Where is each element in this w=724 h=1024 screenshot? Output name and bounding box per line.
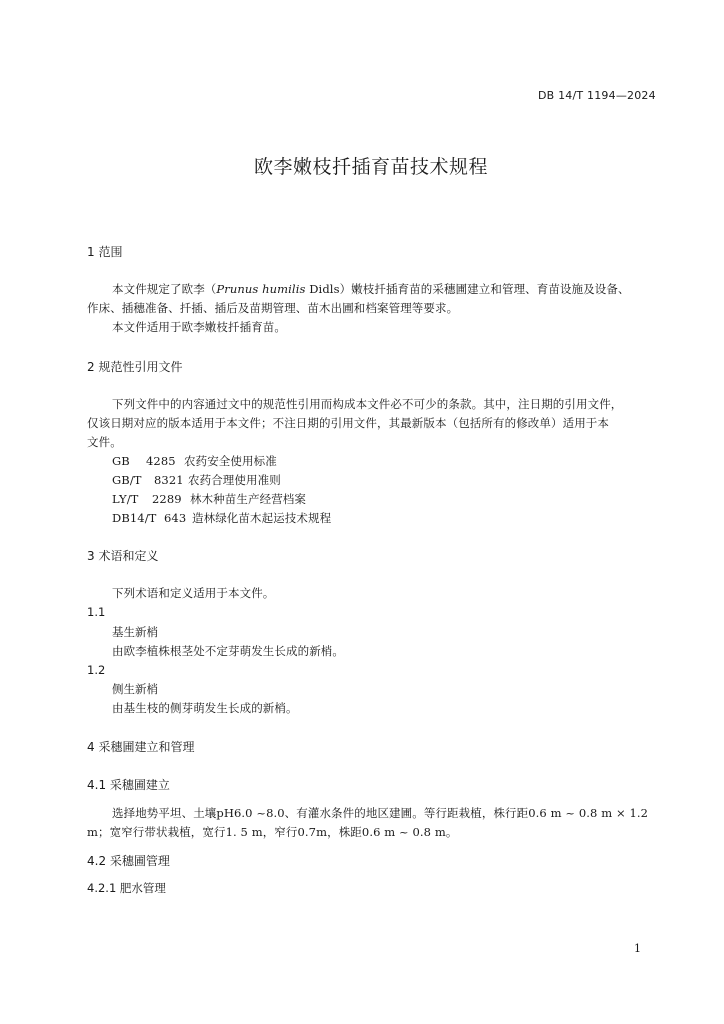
reference-number: 2289: [152, 492, 182, 506]
term-2-definition: 由基生枝的侧芽萌发生长成的新梢。: [112, 701, 298, 715]
term-1-name: 基生新梢: [112, 625, 158, 639]
reference-name: 农药安全使用标准: [184, 454, 277, 468]
reference-item: [112, 453, 277, 469]
reference-number: 4285: [146, 454, 176, 468]
text-fragment: 本文件规定了欧李（: [112, 282, 217, 296]
section-4-1-paragraph-line-1: 选择地势平坦、土壤pH6.0 ~8.0、有灌水条件的地区建圃。等行距栽植，株行距0.6 m ~ 0.8 m × 1.2: [112, 806, 649, 820]
reference-number: 643: [164, 511, 187, 525]
section-1-paragraph-line-1: [112, 281, 630, 297]
section-1-heading: 1 范围: [87, 245, 123, 259]
reference-name: 农药合理使用准则: [188, 473, 281, 487]
section-1-paragraph-2: 本文件适用于欧李嫩枝扦插育苗。: [112, 320, 286, 334]
section-4-2-1-heading: 4.2.1 肥水管理: [87, 881, 166, 895]
section-2-paragraph-line-3: 文件。: [87, 435, 122, 449]
document-title: 欧李嫩枝扦插育苗技术规程: [254, 156, 489, 178]
section-3-heading: 3 术语和定义: [87, 549, 159, 563]
reference-code: GB/T: [112, 473, 142, 487]
section-2-paragraph-line-1: 下列文件中的内容通过文中的规范性引用而构成本文件必不可少的条款。其中，注日期的引用文件，: [112, 397, 623, 411]
latin-name: Prunus humilis: [216, 282, 306, 296]
reference-name: 造林绿化苗木起运技术规程: [192, 511, 332, 525]
standard-code: DB 14/T 1194—2024: [538, 89, 656, 102]
section-1-paragraph-line-2: 作床、插穗准备、扦插、插后及苗期管理、苗木出圃和档案管理等要求。: [87, 301, 459, 315]
reference-item: [112, 472, 281, 488]
page-number: 1: [634, 942, 641, 955]
reference-code: GB: [112, 454, 130, 468]
section-4-heading: 4 采穗圃建立和管理: [87, 740, 195, 754]
section-2-heading: 2 规范性引用文件: [87, 360, 183, 374]
section-4-1-heading: 4.1 采穗圃建立: [87, 778, 170, 792]
reference-name: 林木种苗生产经营档案: [190, 492, 306, 506]
reference-item: [112, 510, 331, 526]
reference-code: LY/T: [112, 492, 139, 506]
section-2-paragraph-line-2: 仅该日期对应的版本适用于本文件；不注日期的引用文件，其最新版本（包括所有的修改单）适用于本: [87, 416, 609, 430]
term-1-number: 1.1: [87, 605, 106, 619]
reference-code: DB14/T: [112, 511, 157, 525]
section-3-intro: 下列术语和定义适用于本文件。: [112, 586, 275, 600]
reference-item: [112, 491, 306, 507]
section-4-1-paragraph-line-2: m；宽窄行带状栽植，宽行1. 5 m，窄行0.7m，株距0.6 m ~ 0.8 m。: [87, 825, 458, 839]
section-4-2-heading: 4.2 采穗圃管理: [87, 854, 170, 868]
term-1-definition: 由欧李植株根茎处不定芽萌发生长成的新梢。: [112, 644, 344, 658]
term-2-name: 侧生新梢: [112, 682, 158, 696]
term-2-number: 1.2: [87, 663, 106, 677]
reference-number: 8321: [154, 473, 184, 487]
text-fragment: Didls）嫩枝扦插育苗的采穗圃建立和管理、育苗设施及设备、: [305, 282, 630, 296]
